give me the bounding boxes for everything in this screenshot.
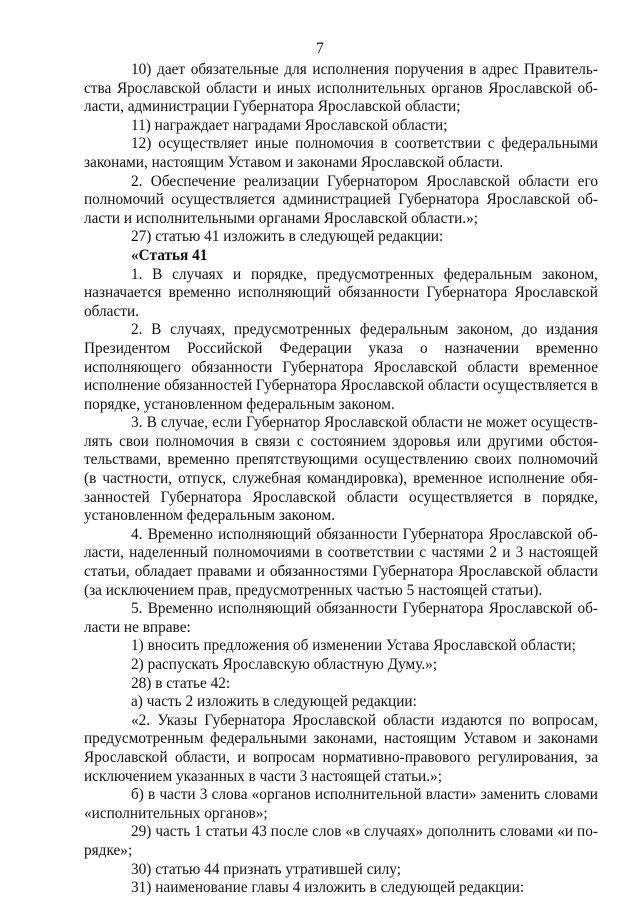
paragraph: «2. Указы Губернатора Ярославской области издаются по вопросам, предусмотренным федеральными законами, настоящим Уставом и законами Ярославской области, и вопросам нормативно-правового регулирования, за исключением указанных в части 3 настоящей статьи.»;	[84, 711, 598, 785]
paragraph: 31) наименование главы 4 изложить в следующей редакции:	[131, 879, 525, 897]
paragraph: 2. Обеспечение реализации Губернатором Ярославской области его полномочий осуществляется администрацией Губернатора Ярославской области и исполнительными органами Ярославской области.»;	[84, 172, 598, 227]
paragraph: 12) осуществляет иные полномочия в соответствии с федеральными законами, настоящим Уставом и законами Ярославской области.	[84, 135, 598, 171]
paragraph: 3. В случае, если Губернатор Ярославской области не может осуществлять свои полномочия в связи с состоянием здоровья или другими обстоятельствами, временно препятствующими осуществлению своих полномочий (в частности, отпуск, служебная командировка), временное исполнение обязанностей Губернатора Ярославской области осуществляется в порядке, установленном федеральным законом.	[84, 414, 598, 525]
paragraph: 27) статью 41 изложить в следующей редакции:	[131, 228, 444, 246]
paragraph: 1. В случаях и порядке, предусмотренных федеральным законом, назначается временно исполняющий обязанности Губернатора Ярославской области.	[84, 265, 598, 320]
page-number: 7	[316, 40, 324, 57]
paragraph: 10) дает обязательные для исполнения поручения в адрес Правительства Ярославской области и иных исполнительных органов Ярославской области, администрации Губернатора Ярославской области;	[84, 61, 598, 116]
paragraph: а) часть 2 изложить в следующей редакции:	[131, 693, 417, 711]
document-body	[84, 61, 598, 898]
paragraph: б) в части 3 слова «органов исполнительной власти» заменить словами «исполнительных органов»;	[84, 786, 598, 822]
paragraph: 28) в статье 42:	[131, 674, 231, 692]
article-heading: «Статья 41	[131, 246, 208, 264]
paragraph: 11) награждает наградами Ярославской области;	[131, 116, 448, 134]
paragraph: 29) часть 1 статьи 43 после слов «в случаях» дополнить словами «и порядке»;	[84, 823, 598, 859]
paragraph: 4. Временно исполняющий обязанности Губернатора Ярославской области, наделенный полномочиями в соответствии с частями 2 и 3 настоящей статьи, обладает правами и обязанностями Губернатора Ярославской области (за исключением прав, предусмотренных частью 5 настоящей статьи).	[84, 525, 598, 599]
paragraph: 2) распускать Ярославскую областную Думу.»;	[131, 656, 438, 673]
paragraph: 1) вносить предложения об изменении Устава Ярославской области;	[131, 637, 576, 655]
paragraph: 5. Временно исполняющий обязанности Губернатора Ярославской области не вправе:	[84, 600, 598, 636]
paragraph: 30) статью 44 признать утратившей силу;	[131, 860, 401, 878]
paragraph: 2. В случаях, предусмотренных федеральным законом, до издания Президентом Российской Федерации указа о назначении временно исполняющего обязанности Губернатора Ярославской области временное исполнение обязанностей Губернатора Ярославской области осуществляется в порядке, установленном федеральным законом.	[84, 321, 598, 413]
